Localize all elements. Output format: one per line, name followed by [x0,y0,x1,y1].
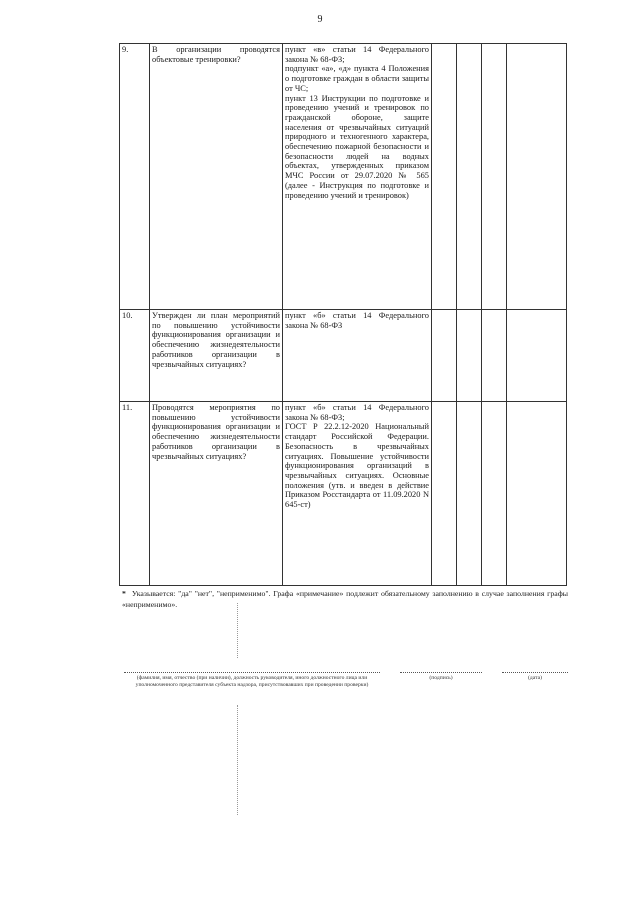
page-number: 9 [317,14,323,25]
question-cell: В организации проводятся объектовые тренировки? [150,44,283,310]
answer-no-cell[interactable] [457,310,482,402]
fold-guide-upper [237,603,238,658]
table-row [120,310,567,402]
legal-reference: подпункт «а», «д» пункта 4 Положения о подготовке граждан в области защиты от ЧС; [285,64,429,93]
date-caption: (дата) [528,675,542,681]
footnote-text: Указывается: "да" "нет", "неприменимо". Графа «примечание» подлежит обязательному заполнению в случае заполнения графы «неприменимо». [122,589,568,609]
table-row [120,44,567,310]
answer-no-cell[interactable] [457,44,482,310]
row-number: 11. [120,402,150,586]
answer-not-applicable-cell[interactable] [482,310,507,402]
signature-caption: (подпись) [429,675,453,681]
answer-yes-cell[interactable] [432,44,457,310]
signature-line[interactable] [400,672,482,673]
answer-no-cell[interactable] [457,402,482,586]
official-name-caption: (фамилия, имя, отчество (при наличии), должность руководителя, иного должностного лица или уполномоченного представителя субъекта надзора, присутствовавших при проведении проверки) [135,675,369,688]
question-cell: Утвержден ли план мероприятий по повышению устойчивости функционирования организации и обеспечению жизнедеятельности работников организации в чрезвычайных ситуациях? [150,310,283,402]
footnote-mark: * [122,589,126,598]
date-line[interactable] [502,672,568,673]
note-cell[interactable] [507,44,567,310]
legal-reference-cell [283,44,432,310]
legal-reference: пункт «б» статьи 14 Федерального закона № 68-ФЗ; [285,403,429,422]
note-cell[interactable] [507,402,567,586]
table-row [120,402,567,586]
answer-not-applicable-cell[interactable] [482,402,507,586]
legal-reference: пункт 13 Инструкции по подготовке и проведению учений и тренировок по гражданской обороне, защите населения от чрезвычайных ситуаций природного и техногенного характера, обеспечению пожарной безопасности и безопасности людей на водных объектах, утвержденных приказом МЧС России от 29.07.2020 № 565 (далее - Инструкция по подготовке и проведению учений и тренировок) [285,93,429,200]
fold-guide-lower [237,705,238,815]
footnote [122,588,568,610]
official-name-line[interactable] [124,672,380,673]
legal-reference: пункт «б» статьи 14 Федерального закона № 68-ФЗ [285,311,429,330]
legal-reference: ГОСТ Р 22.2.12-2020 Национальный стандарт Российской Федерации. Безопасность в чрезвычайных ситуациях. Повышение устойчивости функционирования организаций в чрезвычайных ситуациях. Основные положения (утв. и введен в действие Приказом Росстандарта от 11.09.2020 N 645-ст) [285,422,429,510]
legal-reference: пункт «в» статьи 14 Федерального закона № 68-ФЗ; [285,45,429,64]
legal-reference-cell [283,310,432,402]
answer-yes-cell[interactable] [432,310,457,402]
row-number: 10. [120,310,150,402]
row-number: 9. [120,44,150,310]
note-cell[interactable] [507,310,567,402]
answer-yes-cell[interactable] [432,402,457,586]
legal-reference-cell [283,402,432,586]
checklist-table [119,43,567,586]
answer-not-applicable-cell[interactable] [482,44,507,310]
question-cell: Проводятся мероприятия по повышению устойчивости функционирования организации и обеспечению жизнедеятельности работников организации в чрезвычайных ситуациях? [150,402,283,586]
